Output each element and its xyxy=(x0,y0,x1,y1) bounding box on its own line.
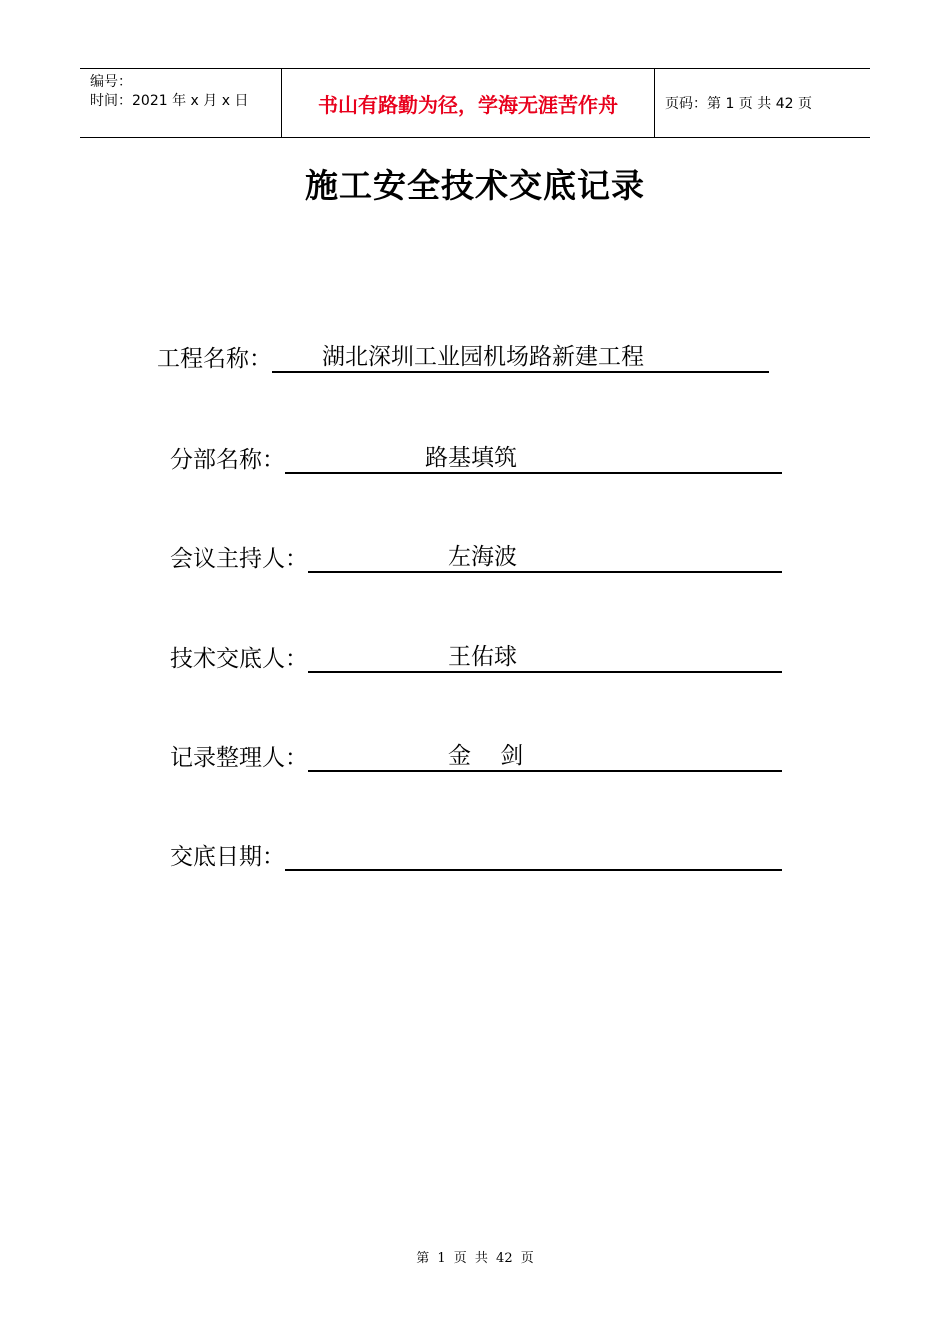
field-division-name xyxy=(170,441,782,474)
field-record-keeper xyxy=(170,739,782,772)
field-underline xyxy=(308,541,782,573)
header-page-info: 页码：第 1 页 共 42 页 xyxy=(665,96,812,112)
header-motto: 书山有路勤为径，学海无涯苦作舟 xyxy=(281,69,655,137)
field-underline xyxy=(272,341,769,373)
field-value: 金 剑 xyxy=(448,743,524,769)
field-meeting-host xyxy=(170,540,782,573)
field-label: 分部名称： xyxy=(170,447,285,473)
page-footer: 第 1 页 共 42 页 xyxy=(416,1251,534,1266)
field-value: 左海波 xyxy=(448,544,517,570)
field-underline xyxy=(308,740,782,772)
field-label: 交底日期： xyxy=(170,844,285,870)
field-value: 路基填筑 xyxy=(425,445,517,471)
page-header xyxy=(80,68,870,138)
field-handover-date xyxy=(170,838,782,871)
field-underline xyxy=(285,442,782,474)
document-title: 施工安全技术交底记录 xyxy=(305,166,645,205)
field-label: 记录整理人： xyxy=(170,745,308,771)
field-label: 会议主持人： xyxy=(170,546,308,572)
field-label: 工程名称： xyxy=(157,346,272,372)
field-tech-presenter xyxy=(170,640,782,673)
field-project-name xyxy=(157,340,769,373)
field-label: 技术交底人： xyxy=(170,646,308,672)
field-underline xyxy=(308,641,782,673)
field-underline xyxy=(285,839,782,871)
time-label: 时间：2021 年 x 月 x 日 xyxy=(90,93,249,109)
field-value: 湖北深圳工业园机场路新建工程 xyxy=(322,344,644,370)
header-meta xyxy=(80,69,281,137)
number-label: 编号： xyxy=(90,74,132,90)
field-value: 王佑球 xyxy=(448,644,517,670)
